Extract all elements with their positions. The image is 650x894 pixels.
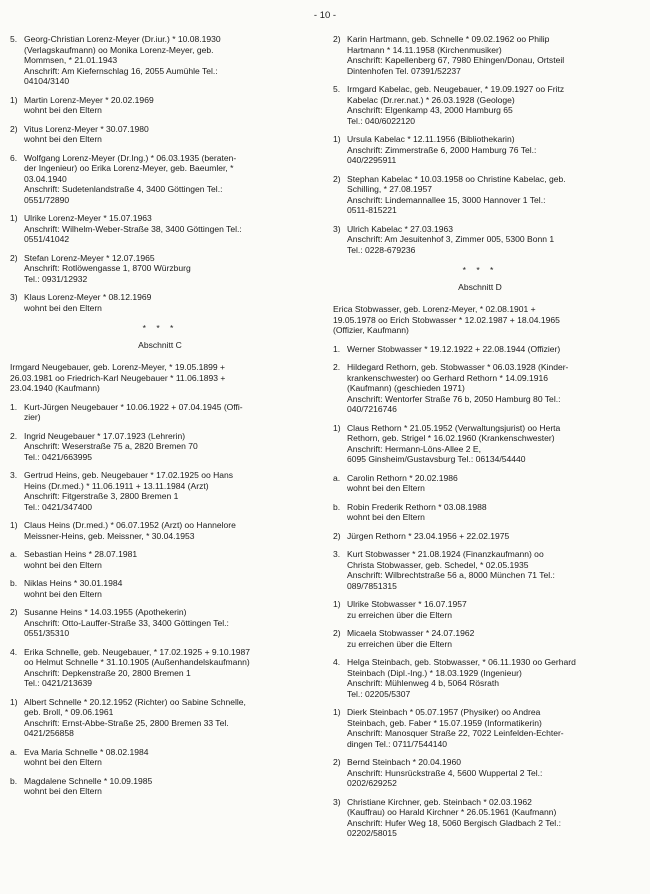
genealogy-entry bbox=[333, 174, 627, 216]
genealogy-entry bbox=[333, 707, 627, 749]
entry-line: wohnt bei den Eltern bbox=[347, 512, 425, 522]
entry-line: Dierk Steinbach * 05.07.1957 (Physiker) oo Andrea bbox=[347, 707, 541, 717]
entry-line: Tel.: 0931/12932 bbox=[24, 273, 88, 284]
entry-line: zu erreichen über die Eltern bbox=[347, 638, 452, 649]
intro-line: 19.05.1978 oo Erich Stobwasser * 12.02.1987 + 18.04.1965 bbox=[333, 314, 560, 325]
entry-line: Magdalene Schnelle * 10.09.1985 bbox=[24, 775, 153, 786]
entry-text bbox=[347, 628, 627, 649]
entry-line: (Kaufmann) (geschieden 1971) bbox=[347, 383, 465, 393]
entry-line: Anschrift: Mühlenweg 4 b, 5064 Rösrath bbox=[347, 678, 500, 688]
entry-line: Gertrud Heins, geb. Neugebauer * 17.02.1925 oo Hans bbox=[24, 470, 234, 480]
entry-text bbox=[24, 549, 310, 570]
entry-line: Werner Stobwasser * 19.12.1922 + 22.08.1944 (Offizier) bbox=[347, 343, 561, 354]
genealogy-entry bbox=[333, 502, 627, 523]
entry-line: Sebastian Heins * 28.07.1981 bbox=[24, 549, 138, 559]
genealogy-entry bbox=[333, 423, 627, 465]
genealogy-entry bbox=[333, 134, 627, 166]
entry-line: Anschrift: Otto-Lauffer-Straße 33, 3400 Göttingen Tel.: bbox=[24, 617, 229, 628]
entry-number: 1) bbox=[10, 94, 18, 105]
entry-number: 3) bbox=[333, 223, 341, 234]
intro-line: Irmgard Neugebauer, geb. Lorenz-Meyer, * 19.05.1899 + bbox=[10, 362, 225, 372]
genealogy-entry bbox=[10, 697, 310, 739]
section-heading: Abschnitt D bbox=[458, 281, 502, 292]
entry-number: 1) bbox=[333, 599, 341, 609]
entry-line: Jürgen Rethorn * 23.04.1956 + 22.02.1975 bbox=[347, 530, 510, 541]
entry-line: Anschrift: Wilhelm-Weber-Straße 38, 3400 Göttingen Tel.: bbox=[24, 223, 242, 234]
entry-line: Anschrift: Rotlöwengasse 1, 8700 Würzburg bbox=[24, 263, 191, 273]
entry-line: Schilling, * 27.08.1957 bbox=[347, 184, 433, 194]
entry-line: Anschrift: Fitgerstraße 3, 2800 Bremen 1 bbox=[24, 491, 179, 501]
entry-line: der Ingenieur) oo Erika Lorenz-Meyer, geb. Baeumler, * bbox=[24, 163, 234, 173]
entry-number: 2) bbox=[10, 123, 18, 134]
entry-text bbox=[347, 757, 627, 789]
entry-line: zu erreichen über die Eltern bbox=[347, 609, 452, 620]
entry-line: Anschrift: Weserstraße 75 a, 2820 Bremen 70 bbox=[24, 441, 198, 451]
entry-text bbox=[24, 292, 310, 313]
entry-text bbox=[347, 531, 627, 542]
entry-line: Irmgard Kabelac, geb. Neugebauer, * 19.09.1927 oo Fritz bbox=[347, 84, 565, 94]
entry-number: 3. bbox=[10, 470, 18, 480]
entry-line: Mommsen, * 21.01.1943 bbox=[24, 55, 118, 65]
genealogy-entry bbox=[10, 607, 310, 639]
entry-line: 03.04.1940 bbox=[24, 173, 67, 184]
entry-text bbox=[24, 213, 310, 245]
entry-line: Tel.: 0421/663995 bbox=[24, 451, 92, 462]
entry-line: Anschrift: Hufer Weg 18, 5060 Bergisch Gladbach 2 Tel.: bbox=[347, 817, 561, 828]
genealogy-entry bbox=[333, 344, 627, 355]
entry-line: Anschrift: Manosquer Straße 22, 7022 Leinfelden-Echter- bbox=[347, 728, 564, 738]
section-intro bbox=[333, 304, 627, 336]
entry-number: b. bbox=[333, 501, 341, 512]
genealogy-entry bbox=[10, 95, 310, 116]
genealogy-entry bbox=[333, 549, 627, 591]
entry-text bbox=[24, 697, 310, 739]
entry-line: Kurt-Jürgen Neugebauer * 10.06.1922 + 07.04.1945 (Offi- bbox=[24, 401, 243, 412]
entry-line: Klaus Lorenz-Meyer * 08.12.1969 bbox=[24, 292, 152, 302]
genealogy-entry bbox=[10, 549, 310, 570]
right-entries-bottom bbox=[333, 344, 627, 839]
entry-line: Anschrift: Zimmerstraße 6, 2000 Hamburg 76 Tel.: bbox=[347, 144, 537, 155]
entry-line: wohnt bei den Eltern bbox=[24, 588, 102, 599]
entry-line: Anschrift: Wilbrechtstraße 56 a, 8000 München 71 Tel.: bbox=[347, 570, 555, 580]
entry-line: Ursula Kabelac * 12.11.1956 (Bibliothekarin) bbox=[347, 134, 515, 144]
genealogy-entry bbox=[10, 34, 310, 87]
genealogy-entry bbox=[10, 253, 310, 285]
genealogy-entry bbox=[333, 599, 627, 620]
entry-line: Albert Schnelle * 20.12.1952 (Richter) oo Sabine Schnelle, bbox=[24, 696, 246, 707]
entry-line: Stefan Lorenz-Meyer * 12.07.1965 bbox=[24, 252, 155, 263]
entry-line: Anschrift: Am Kiefernschlag 16, 2055 Aumühle Tel.: bbox=[24, 65, 218, 76]
entry-line: Tel.: 0421/347400 bbox=[24, 501, 92, 512]
entry-text bbox=[24, 431, 310, 463]
entry-line: Anschrift: Hunsrückstraße 4, 5600 Wuppertal 2 Tel.: bbox=[347, 767, 543, 778]
section-divider-stars: * * * bbox=[462, 265, 498, 275]
entry-line: Anschrift: Depkenstraße 20, 2800 Bremen 1 bbox=[24, 667, 191, 678]
entry-line: Ulrike Lorenz-Meyer * 15.07.1963 bbox=[24, 213, 152, 223]
entry-line: Robin Frederik Rethorn * 03.08.1988 bbox=[347, 501, 487, 512]
entry-line: Christiane Kirchner, geb. Steinbach * 02.03.1962 bbox=[347, 796, 532, 807]
entry-line: 0551/72890 bbox=[24, 194, 70, 205]
entry-number: 2. bbox=[10, 430, 18, 441]
entry-line: wohnt bei den Eltern bbox=[347, 483, 425, 493]
entry-text bbox=[24, 520, 310, 541]
entry-line: Helga Steinbach, geb. Stobwasser, * 06.11.1930 oo Gerhard bbox=[347, 657, 576, 667]
entry-number: 1) bbox=[10, 213, 18, 223]
entry-line: wohnt bei den Eltern bbox=[24, 559, 102, 570]
entry-line: Ulrich Kabelac * 27.03.1963 bbox=[347, 223, 453, 234]
entry-number: 6. bbox=[10, 152, 18, 163]
section-divider-stars: * * * bbox=[142, 323, 178, 333]
entry-number: 2) bbox=[333, 757, 341, 767]
entry-number: 5. bbox=[10, 34, 18, 44]
genealogy-entry bbox=[10, 470, 310, 512]
entry-number: 2) bbox=[10, 607, 18, 617]
entry-line: Vitus Lorenz-Meyer * 30.07.1980 bbox=[24, 123, 149, 134]
entry-line: 0551/35310 bbox=[24, 628, 70, 638]
intro-line: (Offizier, Kaufmann) bbox=[333, 325, 409, 335]
genealogy-entry bbox=[333, 473, 627, 494]
entry-line: Anschrift: Hermann-Löns-Allee 2 E, bbox=[347, 443, 481, 454]
entry-line: Karin Hartmann, geb. Schnelle * 09.02.1962 oo Philip bbox=[347, 34, 550, 44]
entry-line: 0421/256858 bbox=[24, 728, 74, 738]
entry-text bbox=[24, 95, 310, 116]
entry-line: Hartmann * 14.11.1958 (Kirchenmusiker) bbox=[347, 44, 502, 55]
genealogy-entry bbox=[333, 531, 627, 542]
genealogy-entry bbox=[10, 431, 310, 463]
entry-line: Carolin Rethorn * 20.02.1986 bbox=[347, 472, 458, 483]
entry-line: Martin Lorenz-Meyer * 20.02.1969 bbox=[24, 94, 154, 105]
genealogy-entry bbox=[333, 362, 627, 415]
entry-text bbox=[24, 124, 310, 145]
entry-number: 2) bbox=[333, 173, 341, 184]
intro-line: 26.03.1981 oo Friedrich-Karl Neugebauer * 11.06.1893 + bbox=[10, 372, 226, 383]
page-number: - 10 - bbox=[313, 10, 337, 21]
entry-line: wohnt bei den Eltern bbox=[24, 786, 102, 796]
entry-line: 6095 Ginsheim/Gustavsburg Tel.: 06134/54440 bbox=[347, 454, 526, 464]
entry-number: 4. bbox=[10, 646, 18, 657]
entry-number: 1) bbox=[10, 696, 18, 707]
entry-line: Meissner-Heins, geb. Meissner, * 30.04.1953 bbox=[24, 530, 195, 541]
entry-text bbox=[24, 647, 310, 689]
entry-text bbox=[24, 34, 310, 87]
entry-number: 2. bbox=[333, 362, 341, 372]
intro-line: 23.04.1940 (Kaufmann) bbox=[10, 383, 100, 393]
entry-number: a. bbox=[333, 472, 341, 483]
entry-line: Steinbach (Dipl.-Ing.) * 18.03.1929 (Ingenieur) bbox=[347, 667, 522, 678]
entry-line: 0202/629252 bbox=[347, 778, 397, 788]
left-column bbox=[10, 34, 310, 805]
entry-line: zier) bbox=[24, 412, 41, 422]
genealogy-entry bbox=[10, 153, 310, 206]
entry-line: 0551/41042 bbox=[24, 234, 70, 244]
entry-line: Claus Rethorn * 21.05.1952 (Verwaltungsjurist) oo Herta bbox=[347, 422, 561, 433]
genealogy-entry bbox=[10, 747, 310, 768]
entry-line: Claus Heins (Dr.med.) * 06.07.1952 (Arzt) oo Hannelore bbox=[24, 520, 236, 530]
entry-line: 040/2295911 bbox=[347, 155, 397, 165]
genealogy-entry bbox=[333, 34, 627, 76]
entry-line: Georg-Christian Lorenz-Meyer (Dr.iur.) * 10.08.1930 bbox=[24, 34, 221, 44]
entry-line: Tel.: 02205/5307 bbox=[347, 688, 411, 699]
section-intro bbox=[10, 362, 310, 394]
genealogy-entry bbox=[333, 628, 627, 649]
entry-line: Christa Stobwasser, geb. Schedel, * 02.05.1935 bbox=[347, 559, 529, 570]
entry-line: wohnt bei den Eltern bbox=[24, 302, 102, 313]
entry-number: 5. bbox=[333, 84, 341, 94]
entry-line: wohnt bei den Eltern bbox=[24, 134, 102, 144]
entry-text bbox=[347, 797, 627, 839]
genealogy-entry bbox=[10, 124, 310, 145]
entry-text bbox=[347, 344, 627, 355]
section-heading: Abschnitt C bbox=[138, 339, 182, 350]
entry-line: Steinbach, geb. Faber * 15.07.1959 (Informatikerin) bbox=[347, 717, 542, 728]
entry-line: wohnt bei den Eltern bbox=[24, 757, 102, 767]
entry-line: Niklas Heins * 30.01.1984 bbox=[24, 578, 123, 588]
entry-line: Anschrift: Ernst-Abbe-Straße 25, 2800 Bremen 33 Tel. bbox=[24, 717, 229, 728]
entry-text bbox=[347, 599, 627, 620]
entry-line: dingen Tel.: 0711/7544140 bbox=[347, 738, 447, 749]
entry-text bbox=[24, 578, 310, 599]
entry-number: b. bbox=[10, 578, 18, 588]
entry-number: 2) bbox=[333, 34, 341, 44]
genealogy-entry bbox=[333, 757, 627, 789]
entry-number: 2) bbox=[333, 628, 341, 638]
entry-number: 1) bbox=[333, 134, 341, 144]
entry-text bbox=[24, 402, 310, 423]
entry-line: Tel.: 0421/213639 bbox=[24, 678, 92, 688]
entry-number: 4. bbox=[333, 657, 341, 667]
entry-line: geb. Broll, * 09.06.1961 bbox=[24, 707, 114, 717]
genealogy-entry bbox=[10, 647, 310, 689]
right-entries-top bbox=[333, 34, 627, 255]
entry-text bbox=[24, 607, 310, 639]
genealogy-entry bbox=[10, 520, 310, 541]
entry-line: Ulrike Stobwasser * 16.07.1957 bbox=[347, 599, 467, 609]
genealogy-entry bbox=[10, 578, 310, 599]
entry-line: Kabelac (Dr.rer.nat.) * 26.03.1928 (Geologe) bbox=[347, 94, 515, 105]
entry-text bbox=[347, 502, 627, 523]
entry-number: 1) bbox=[333, 707, 341, 717]
entry-number: 1. bbox=[333, 343, 341, 354]
entry-text bbox=[347, 362, 627, 415]
entry-text bbox=[347, 473, 627, 494]
entry-line: Stephan Kabelac * 10.03.1958 oo Christine Kabelac, geb. bbox=[347, 173, 566, 184]
entry-line: Heins (Dr.med.) * 11.06.1911 + 13.11.1984 (Arzt) bbox=[24, 480, 209, 491]
entry-number: a. bbox=[10, 549, 18, 559]
entry-line: Ingrid Neugebauer * 17.07.1923 (Lehrerin) bbox=[24, 430, 186, 441]
entry-number: 3) bbox=[333, 796, 341, 807]
entry-line: Susanne Heins * 14.03.1955 (Apothekerin) bbox=[24, 607, 187, 617]
entry-text bbox=[347, 174, 627, 216]
entry-number: 3) bbox=[10, 292, 18, 302]
entry-line: Anschrift: Kapellenberg 67, 7980 Ehingen/Donau, Ortsteil bbox=[347, 55, 565, 65]
entry-line: Erika Schnelle, geb. Neugebauer, * 17.02.1925 + 9.10.1987 bbox=[24, 646, 250, 657]
entry-line: Tel.: 0228-679236 bbox=[347, 244, 416, 255]
entry-text bbox=[347, 423, 627, 465]
genealogy-entry bbox=[10, 402, 310, 423]
entry-line: Rethorn, geb. Strigel * 16.02.1960 (Krankenschwester) bbox=[347, 433, 555, 443]
entry-line: wohnt bei den Eltern bbox=[24, 105, 102, 115]
genealogy-entry bbox=[333, 797, 627, 839]
entry-line: oo Helmut Schnelle * 31.10.1905 (Außenhandelskaufmann) bbox=[24, 657, 250, 667]
entry-line: Micaela Stobwasser * 24.07.1962 bbox=[347, 628, 475, 638]
right-column bbox=[333, 34, 627, 847]
entry-text bbox=[347, 549, 627, 591]
entry-line: Anschrift: Wentorfer Straße 76 b, 2050 Hamburg 80 Tel.: bbox=[347, 393, 561, 404]
entry-line: 040/7216746 bbox=[347, 404, 397, 414]
entry-line: Anschrift: Sudetenlandstraße 4, 3400 Göttingen Tel.: bbox=[24, 184, 223, 194]
entry-line: Anschrift: Elgenkamp 43, 2000 Hamburg 65 bbox=[347, 105, 513, 115]
entry-number: 2) bbox=[10, 252, 18, 263]
entry-line: Kurt Stobwasser * 21.08.1924 (Finanzkaufmann) oo bbox=[347, 549, 544, 559]
entry-text bbox=[347, 707, 627, 749]
entry-line: (Kauffrau) oo Harald Kirchner * 26.05.1961 (Kaufmann) bbox=[347, 807, 557, 817]
entry-number: 3. bbox=[333, 549, 341, 559]
left-entries-bottom bbox=[10, 402, 310, 797]
entry-text bbox=[24, 253, 310, 285]
entry-number: 1) bbox=[333, 422, 341, 433]
entry-number: a. bbox=[10, 746, 18, 757]
entry-line: Wolfgang Lorenz-Meyer (Dr.Ing.) * 06.03.1935 (beraten- bbox=[24, 152, 237, 163]
entry-line: 02202/58015 bbox=[347, 828, 397, 838]
entry-number: 1) bbox=[10, 520, 18, 530]
genealogy-entry bbox=[333, 657, 627, 699]
entry-text bbox=[347, 34, 627, 76]
genealogy-entry bbox=[10, 213, 310, 245]
entry-text bbox=[24, 776, 310, 797]
intro-line: Erica Stobwasser, geb. Lorenz-Meyer, * 02.08.1901 + bbox=[333, 304, 536, 314]
entry-number: 2) bbox=[333, 530, 341, 541]
genealogy-entry bbox=[333, 224, 627, 256]
entry-line: Bernd Steinbach * 20.04.1960 bbox=[347, 757, 462, 767]
entry-number: b. bbox=[10, 775, 18, 786]
entry-number: 1. bbox=[10, 401, 18, 412]
entry-line: 089/7851315 bbox=[347, 580, 397, 591]
genealogy-entry bbox=[10, 292, 310, 313]
entry-line: Anschrift: Am Jesuitenhof 3, Zimmer 005, 5300 Bonn 1 bbox=[347, 234, 555, 244]
entry-line: (Verlagskaufmann) oo Monika Lorenz-Meyer, geb. bbox=[24, 44, 214, 55]
entry-text bbox=[347, 657, 627, 699]
genealogy-entry bbox=[10, 776, 310, 797]
entry-text bbox=[347, 134, 627, 166]
genealogy-entry bbox=[333, 84, 627, 126]
entry-text bbox=[347, 224, 627, 256]
entry-line: krankenschwester) oo Gerhard Rethorn * 14.09.1916 bbox=[347, 372, 548, 383]
entry-line: Dintenhofen Tel. 07391/52237 bbox=[347, 65, 461, 76]
entry-text bbox=[24, 747, 310, 768]
left-entries-top bbox=[10, 34, 310, 313]
entry-line: Anschrift: Lindemannallee 15, 3000 Hannover 1 Tel.: bbox=[347, 194, 546, 205]
entry-line: Tel.: 040/6022120 bbox=[347, 115, 415, 126]
entry-line: Eva Maria Schnelle * 08.02.1984 bbox=[24, 746, 149, 757]
entry-text bbox=[24, 153, 310, 206]
entry-text bbox=[24, 470, 310, 512]
entry-line: 04104/3140 bbox=[24, 76, 70, 86]
entry-line: Hildegard Rethorn, geb. Stobwasser * 06.03.1928 (Kinder- bbox=[347, 362, 569, 372]
entry-line: 0511-815221 bbox=[347, 205, 397, 215]
entry-text bbox=[347, 84, 627, 126]
